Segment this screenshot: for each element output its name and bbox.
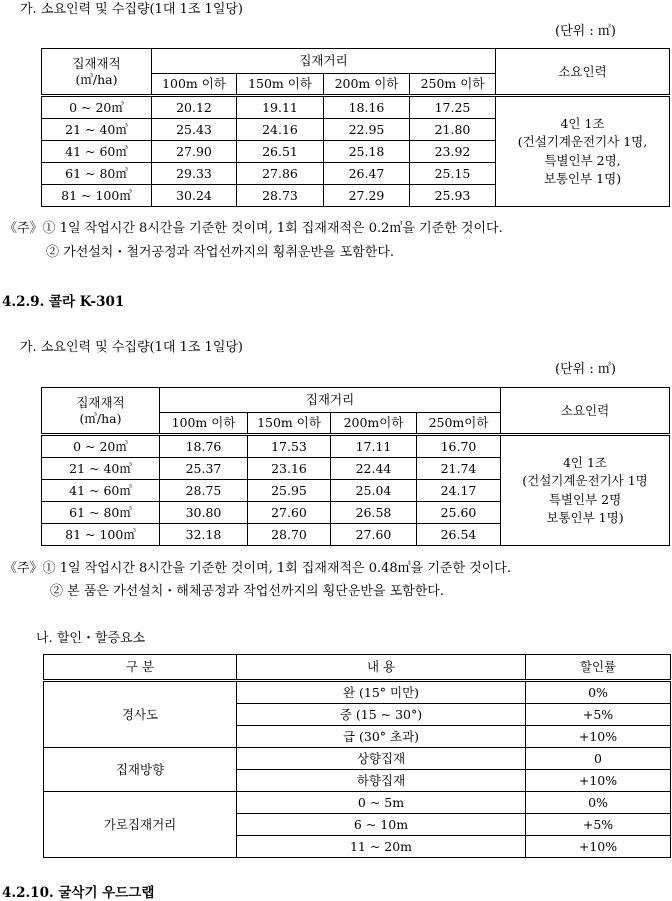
table-row: 61 ~ 80㎥ 30.80 27.60 26.58 25.60 (42, 502, 670, 524)
header-dist-250: 250m 이하 (410, 74, 496, 96)
section2-unit: (단위 : ㎥) (555, 362, 616, 377)
table-row: 81 ~ 100㎥ 32.18 28.70 27.60 26.54 (42, 524, 670, 546)
table-row: 21 ~ 40㎥ 25.37 23.16 22.44 21.74 (42, 458, 670, 480)
labor-cell: 4인 1조 (건설기계운전기사 1명 특별인부 2명 보통인부 1명) (501, 435, 670, 546)
labor-table-2 (41, 387, 670, 546)
labor-table-1 (41, 48, 670, 207)
table-row: 급 (30° 초과) +10% (44, 726, 671, 748)
table-row: 0 ~ 20㎥ 20.12 19.11 18.16 17.25 4인 1조 (건설기계운전기사 1명, 특별인부 2명, 보통인부 1명) (42, 96, 670, 119)
header-category: 구 분 (44, 655, 237, 681)
table-row: 11 ~ 20m +10% (44, 836, 671, 858)
section2-heading: 4.2.9. 콜라 K-301 (2, 294, 125, 310)
section2-note-2: ② 본 품은 가선설치・해체공정과 작업선까지의 횡단운반을 포함한다. (50, 584, 444, 599)
table-row: 하향집재 +10% (44, 770, 671, 792)
header-distance: 집재거리 (160, 388, 501, 413)
table-row: 경사도 완 (15° 미만) 0% (44, 681, 671, 704)
table-row: 중 (15 ~ 30°) +5% (44, 704, 671, 726)
header-rate: 할인률 (526, 655, 671, 681)
header-labor: 소요인력 (501, 388, 670, 435)
next-heading: 4.2.10. 굴삭기 우드그랩 (2, 885, 155, 901)
header-dist-150: 150m 이하 (237, 74, 324, 96)
section2-note-1: 《주》① 1일 작업시간 8시간을 기준한 것이며, 1회 집재재적은 0.48㎥을 기준한 것이다. (4, 561, 511, 576)
header-dist-100: 100m 이하 (152, 74, 237, 96)
section1-note-2: ② 가선설치・철거공정과 작업선까지의 횡취운반을 포함한다. (46, 245, 395, 260)
header-dist-200: 200m 이하 (324, 74, 410, 96)
section1-title: 가. 소요인력 및 수집량(1대 1조 1일당) (20, 2, 244, 17)
section2-title: 가. 소요인력 및 수집량(1대 1조 1일당) (20, 340, 244, 355)
table-row: 집재방향 상향집재 0 (44, 748, 671, 770)
table-row: 0 ~ 20㎥ 18.76 17.53 17.11 16.70 4인 1조 (건설기계운전기사 1명 특별인부 2명 보통인부 1명) (42, 435, 670, 458)
header-distance: 집재거리 (152, 49, 496, 74)
header-volume: 집재재적 (㎥/ha) (42, 49, 152, 96)
group-slope: 경사도 (44, 681, 237, 748)
adjustment-table (43, 654, 671, 858)
group-lateral-distance: 가로집재거리 (44, 792, 237, 858)
header-dist-100: 100m 이하 (160, 413, 248, 435)
table-row: 가로집재거리 0 ~ 5m 0% (44, 792, 671, 814)
section1-unit: (단위 : ㎥) (555, 24, 616, 39)
section3-title: 나. 할인・할증요소 (36, 631, 146, 646)
table-row: 81 ~ 100㎥ 30.24 28.73 27.29 25.93 (42, 185, 670, 207)
table-row: 21 ~ 40㎥ 25.43 24.16 22.95 21.80 (42, 119, 670, 141)
table-row: 41 ~ 60㎥ 27.90 26.51 25.18 23.92 (42, 141, 670, 163)
table-row: 41 ~ 60㎥ 28.75 25.95 25.04 24.17 (42, 480, 670, 502)
table-row: 6 ~ 10m +5% (44, 814, 671, 836)
header-volume: 집재재적 (㎥/ha) (42, 388, 160, 435)
header-dist-250: 250m이하 (417, 413, 501, 435)
header-content: 내 용 (237, 655, 526, 681)
section1-note-1: 《주》① 1일 작업시간 8시간을 기준한 것이며, 1회 집재재적은 0.2㎥을 기준한 것이다. (4, 221, 503, 236)
group-direction: 집재방향 (44, 748, 237, 792)
labor-cell: 4인 1조 (건설기계운전기사 1명, 특별인부 2명, 보통인부 1명) (496, 96, 670, 207)
header-labor: 소요인력 (496, 49, 670, 96)
header-dist-200: 200m이하 (331, 413, 417, 435)
header-dist-150: 150m 이하 (248, 413, 331, 435)
table-row: 61 ~ 80㎥ 29.33 27.86 26.47 25.15 (42, 163, 670, 185)
